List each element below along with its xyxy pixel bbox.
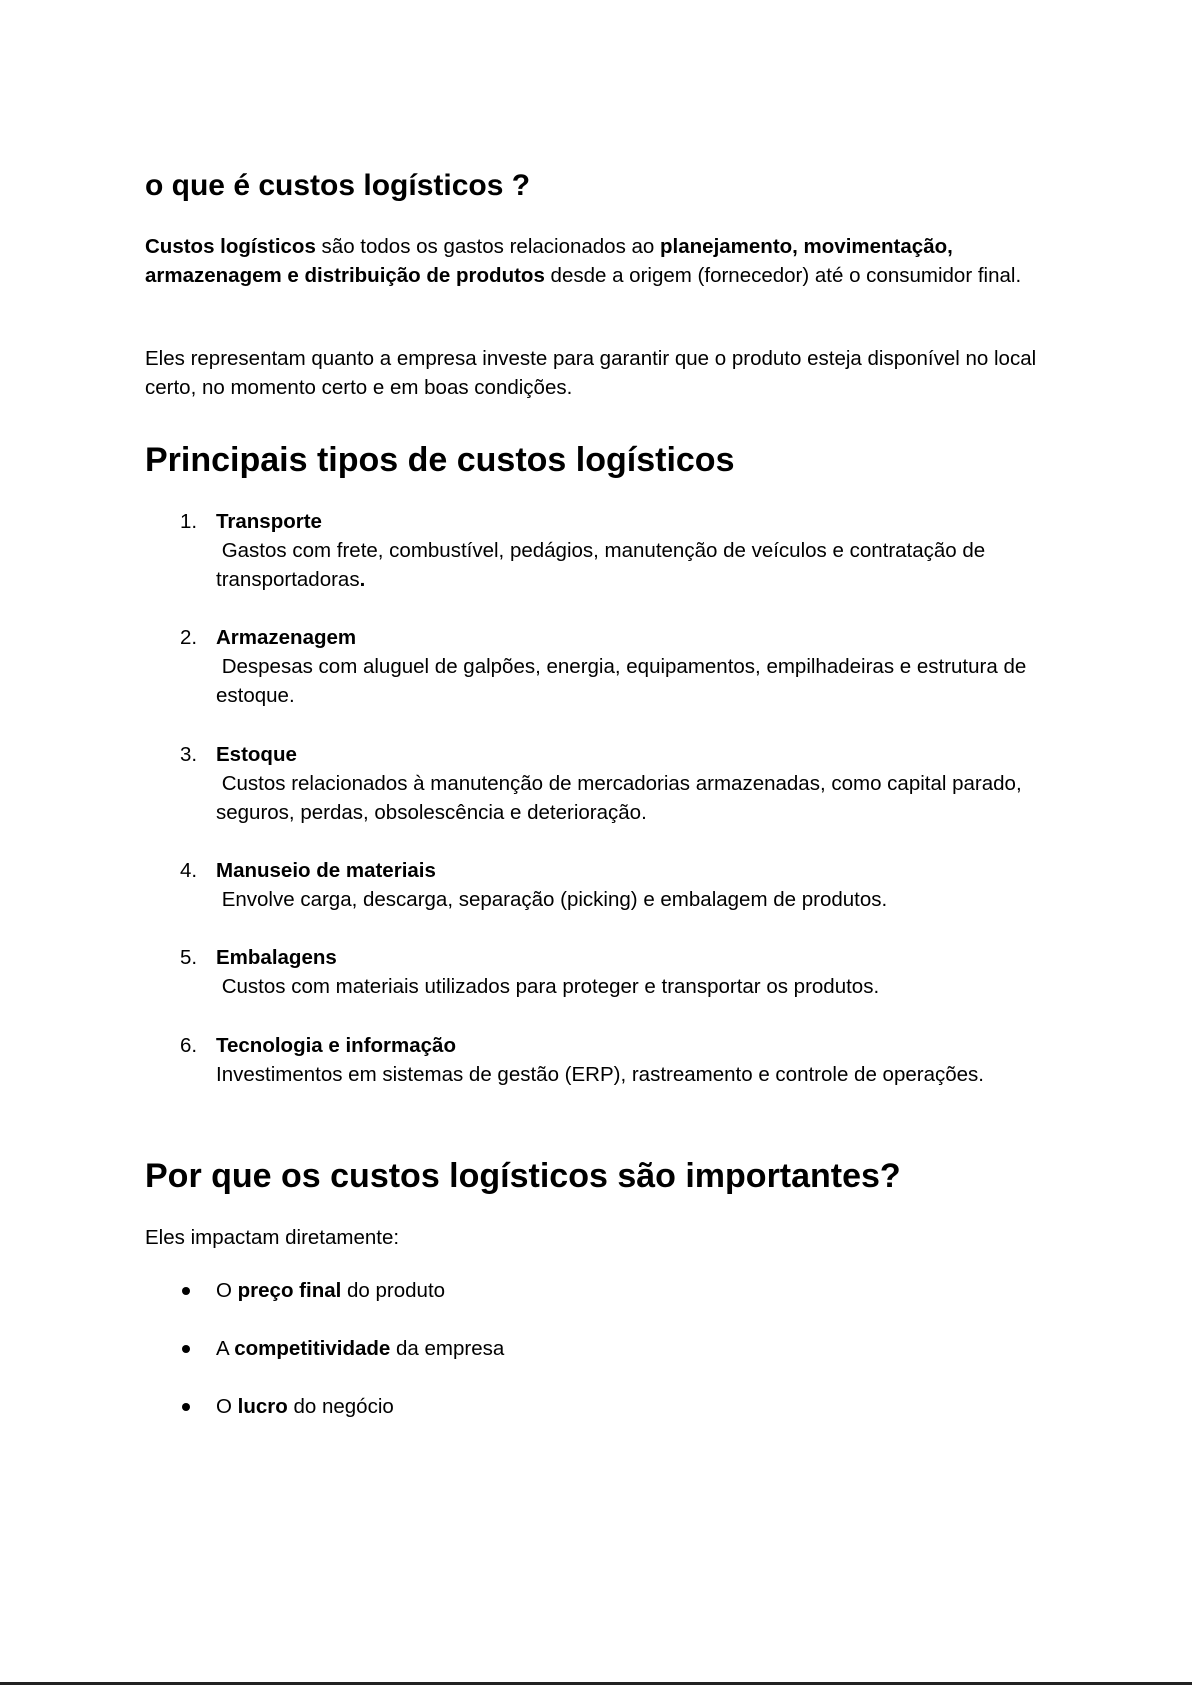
section-heading-importance: Por que os custos logísticos são importantes?	[145, 1157, 901, 1195]
definition-text-end: desde a origem (fornecedor) até o consumidor final.	[544, 264, 1022, 287]
list-item-description-text: Gastos com frete, combustível, pedágios, manutenção de veículos e contratação de transportadoras	[216, 539, 991, 591]
bullet-dot-icon	[182, 1403, 190, 1411]
list-item-number: 5.	[180, 946, 198, 969]
bullet-text: O preço final do produto	[216, 1279, 446, 1302]
list-item-description: Custos relacionados à manutenção de mercadorias armazenadas, como capital parado, seguros, perdas, obsolescência e deterioração.	[216, 772, 1028, 824]
list-item-description: Custos com materiais utilizados para proteger e transportar os produtos.	[216, 975, 880, 998]
list-item-title: Manuseio de materiais	[216, 859, 436, 882]
list-item-number: 2.	[180, 626, 198, 649]
list-item-number: 6.	[180, 1034, 198, 1057]
list-item-number: 4.	[180, 859, 198, 882]
definition-text: são todos os gastos relacionados ao	[315, 235, 661, 258]
bullet-text: O lucro do negócio	[216, 1395, 394, 1418]
bullet-dot-icon	[182, 1345, 190, 1353]
definition-paragraph	[145, 232, 1055, 290]
importance-intro: Eles impactam diretamente:	[145, 1226, 400, 1249]
list-item-description: Despesas com aluguel de galpões, energia, equipamentos, empilhadeiras e estrutura de estoque.	[216, 655, 1032, 707]
list-item-title: Embalagens	[216, 946, 337, 969]
list-item-title: Armazenagem	[216, 626, 357, 649]
list-item-description: Envolve carga, descarga, separação (picking) e embalagem de produtos.	[216, 888, 888, 911]
list-item-title: Estoque	[216, 743, 297, 766]
list-item-description	[216, 536, 1066, 594]
definition-bold-activities: planejamento, movimentação, armazenagem e distribuição de produtos	[145, 235, 953, 287]
definition-bold-term: Custos logísticos	[145, 235, 316, 258]
bullet-text: A competitividade da empresa	[216, 1337, 505, 1360]
list-item-title: Tecnologia e informação	[216, 1034, 456, 1057]
explanation-paragraph: Eles representam quanto a empresa investe para garantir que o produto esteja disponível no local certo, no momento certo e em boas condições.	[145, 347, 1037, 399]
list-item-number: 1.	[180, 510, 198, 533]
list-item-number: 3.	[180, 743, 198, 766]
bullet-dot-icon	[182, 1287, 190, 1295]
list-item-title: Transporte	[216, 510, 322, 533]
section-heading-main-types: Principais tipos de custos logísticos	[145, 441, 735, 479]
section-heading-what-is: o que é custos logísticos ?	[145, 169, 531, 202]
list-item-description-end: .	[359, 568, 366, 591]
list-item-description: Investimentos em sistemas de gestão (ERP), rastreamento e controle de operações.	[216, 1063, 984, 1086]
